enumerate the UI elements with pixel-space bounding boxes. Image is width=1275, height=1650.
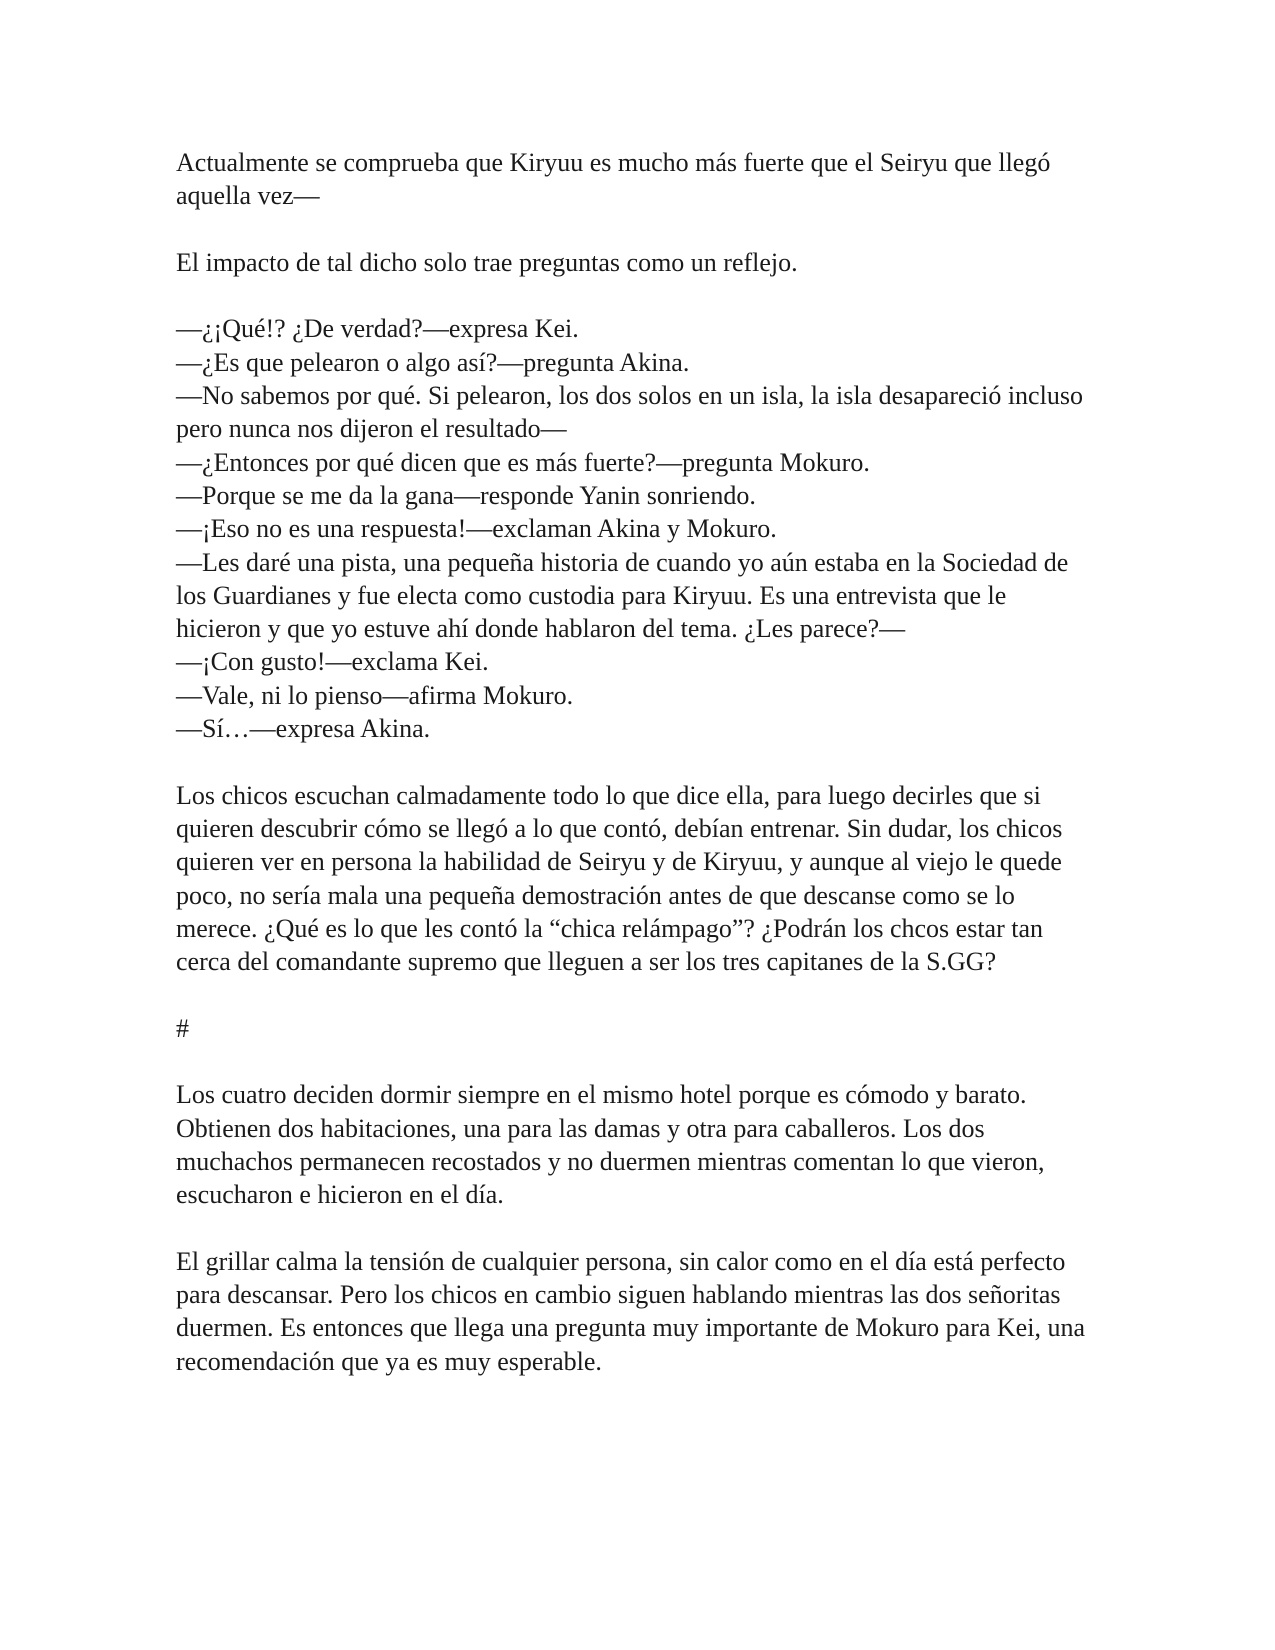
paragraph-1: Actualmente se comprueba que Kiryuu es mucho más fuerte que el Seiryu que llegó aquella vez— (176, 148, 1051, 211)
paragraph-3: Los chicos escuchan calmadamente todo lo que dice ella, para luego decirles que si quieren descubrir cómo se llegó a lo que contó, debían entrenar. Sin dudar, los chicos quieren ver en persona la habilidad de Seiryu y de Kiryuu, y aunque al viejo le quede poco, no sería mala una pequeña demostración antes de que descanse como se lo merece. ¿Qué es lo que les contó la “chica relámpago”? ¿Podrán los chcos estar tan cerca del comandante supremo que lleguen a ser los tres capitanes de la S.GG? (176, 780, 1063, 977)
section-separator: # (176, 1013, 189, 1043)
dialogue-line: —Porque se me da la gana—responde Yanin sonriendo. (176, 480, 756, 510)
dialogue-line: —¡Con gusto!—exclama Kei. (176, 647, 489, 677)
dialogue-line: —¿¡Qué!? ¿De verdad?—expresa Kei. (176, 314, 579, 344)
dialogue-line: —No sabemos por qué. Si pelearon, los dos solos en un isla, la isla desapareció incluso pero nunca nos dijeron el resultado— (176, 381, 1083, 444)
dialogue-line: —¿Es que pelearon o algo así?—pregunta Akina. (176, 347, 690, 377)
dialogue-block (176, 312, 1096, 745)
paragraph-4: Los cuatro deciden dormir siempre en el mismo hotel porque es cómodo y barato. Obtienen dos habitaciones, una para las damas y otra para caballeros. Los dos muchachos permanecen recostados y no duermen mientras comentan lo que vieron, escucharon e hicieron en el día. (176, 1080, 1045, 1210)
dialogue-line: —¡Eso no es una respuesta!—exclaman Akina y Mokuro. (176, 514, 777, 544)
paragraph-5: El grillar calma la tensión de cualquier persona, sin calor como en el día está perfecto para descansar. Pero los chicos en cambio siguen hablando mientras las dos señoritas duermen. Es entonces que llega una pregunta muy importante de Mokuro para Kei, una recomendación que ya es muy esperable. (176, 1246, 1085, 1376)
paragraph-2: El impacto de tal dicho solo trae preguntas como un reflejo. (176, 247, 798, 277)
dialogue-line: —¿Entonces por qué dicen que es más fuerte?—pregunta Mokuro. (176, 447, 870, 477)
dialogue-line: —Sí…—expresa Akina. (176, 714, 431, 744)
dialogue-line: —Les daré una pista, una pequeña historia de cuando yo aún estaba en la Sociedad de los Guardianes y fue electa como custodia para Kiryuu. Es una entrevista que le hicieron y que yo estuve ahí donde hablaron del tema. ¿Les parece?— (176, 547, 1069, 644)
dialogue-line: —Vale, ni lo pienso—afirma Mokuro. (176, 680, 574, 710)
body-text (176, 146, 1096, 1411)
